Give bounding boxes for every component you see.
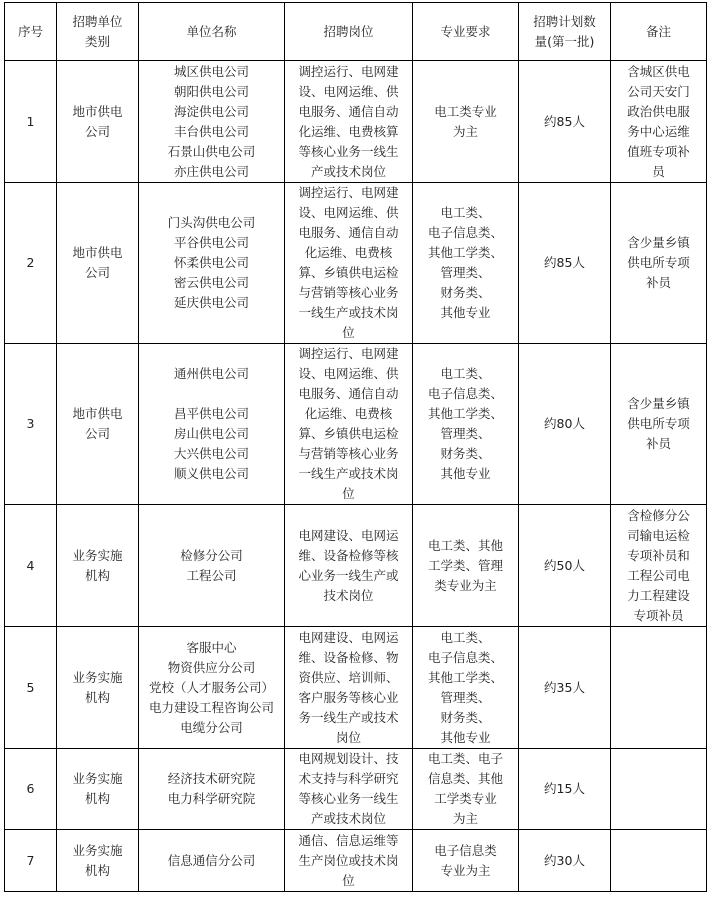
cell-unit-type (57, 627, 139, 749)
units-line: 经济技术研究院 (167, 771, 256, 786)
post-line: 技术岗位 (323, 587, 374, 603)
units-line: 大兴供电公司 (173, 446, 249, 461)
post-line: 术支持与科学研究 (298, 771, 399, 786)
table-row (5, 627, 707, 749)
major-line: 电工类、其他 (427, 537, 503, 553)
post-line: 设、电网运维、供 (298, 83, 399, 99)
units-line: 房山供电公司 (173, 426, 249, 441)
type-line: 机构 (84, 791, 110, 806)
cell-major (413, 749, 519, 830)
post-line: 设、电网运维、供 (298, 366, 399, 381)
cell-unit-type (57, 344, 139, 505)
cell-major (413, 830, 519, 892)
cell-note (611, 505, 707, 627)
post-line: 电服务、通信自动 (298, 386, 399, 401)
units-line: 党校（人才服务公司） (148, 679, 274, 695)
post-line: 电网规划设计、技 (298, 751, 399, 766)
cell-note (611, 627, 707, 749)
cell-post (285, 749, 413, 830)
post-line: 化运维、电费核算 (298, 123, 399, 139)
note-line: 员 (652, 163, 665, 179)
table-row (5, 61, 707, 183)
post-line: 务一线生产或技术 (298, 709, 399, 725)
post-line: 化运维、电费核 (304, 245, 393, 260)
type-line: 地市供电 (72, 406, 123, 421)
units-line: 客服中心 (186, 639, 237, 655)
post-line: 资供应、培训师、 (298, 669, 399, 685)
major-line: 其他工学类、 (427, 245, 503, 260)
type-line: 公司 (84, 426, 110, 441)
cell-plan: 约80人 (519, 344, 611, 505)
note-line: 公司天安门 (627, 83, 690, 99)
note-line: 政治供电服 (627, 103, 690, 119)
note-line: 含少量乡镇 (627, 396, 690, 411)
major-line: 电工类、 (440, 205, 491, 220)
note-line: 含少量乡镇 (627, 235, 690, 250)
major-line: 信息类、其他 (427, 771, 503, 786)
cell-plan: 约85人 (519, 61, 611, 183)
post-line: 生产岗位或技术岗 (298, 852, 399, 868)
note-line: 力工程建设 (627, 587, 690, 603)
major-line: 工学类专业 (434, 791, 497, 806)
type-line: 业务实施 (72, 842, 123, 858)
cell-unit-name (139, 627, 285, 749)
units-line: 电缆分公司 (180, 719, 243, 735)
post-line: 产或技术岗位 (310, 811, 386, 826)
cell-post (285, 830, 413, 892)
units-line: 检修分公司 (180, 547, 243, 563)
major-line: 类专业为主 (434, 577, 497, 593)
type-line: 机构 (84, 567, 110, 583)
major-line: 管理类、 (440, 689, 491, 705)
post-line: 位 (342, 486, 355, 501)
units-line: 延庆供电公司 (173, 295, 249, 310)
cell-plan: 约30人 (519, 830, 611, 892)
cell-unit-type (57, 749, 139, 830)
major-line: 财务类、 (440, 446, 491, 461)
note-line: 含检修分公 (627, 507, 690, 523)
note-line: 供电所专项 (627, 255, 690, 270)
type-line: 机构 (84, 689, 110, 705)
major-line: 电工类、 (440, 629, 491, 645)
cell-post (285, 505, 413, 627)
cell-unit-name (139, 61, 285, 183)
cell-post (285, 344, 413, 505)
type-line: 地市供电 (72, 245, 123, 260)
units-line: 工程公司 (186, 567, 237, 583)
post-line: 算、乡镇供电运检 (298, 426, 399, 441)
post-line: 位 (342, 325, 355, 340)
table-row (5, 749, 707, 830)
units-line: 海淀供电公司 (173, 103, 249, 119)
units-line: 物资供应分公司 (167, 659, 256, 675)
header-post: 招聘岗位 (285, 3, 413, 61)
cell-post (285, 183, 413, 344)
post-line: 化运维、电费核 (304, 406, 393, 421)
major-line: 电子信息类、 (427, 649, 503, 665)
cell-plan: 约35人 (519, 627, 611, 749)
cell-major (413, 505, 519, 627)
post-line: 心业务一线生产或 (298, 567, 399, 583)
note-line: 补员 (645, 436, 671, 451)
note-line: 补员 (645, 275, 671, 290)
cell-note (611, 749, 707, 830)
note-line: 专项补员和 (627, 547, 690, 563)
units-line: 怀柔供电公司 (173, 255, 249, 270)
cell-major (413, 627, 519, 749)
units-line (143, 384, 280, 404)
major-line: 电子信息类、 (427, 386, 503, 401)
major-line: 其他工学类、 (427, 406, 503, 421)
post-line: 电网建设、电网运 (298, 527, 399, 543)
type-line: 地市供电 (72, 103, 123, 119)
cell-seq: 2 (5, 183, 57, 344)
post-line: 调控运行、电网建 (298, 185, 399, 200)
cell-note (611, 830, 707, 892)
table-row (5, 344, 707, 505)
major-line: 电工类专业 (434, 103, 497, 119)
cell-note (611, 183, 707, 344)
header-unit-type: 招聘单位 类别 (57, 3, 139, 61)
post-line: 调控运行、电网建 (298, 63, 399, 79)
post-line: 设、电网运维、供 (298, 205, 399, 220)
major-line: 为主 (452, 123, 478, 139)
major-line: 其他工学类、 (427, 669, 503, 685)
note-line: 司输电运检 (627, 527, 690, 543)
cell-note (611, 344, 707, 505)
table-row (5, 830, 707, 892)
major-line: 其他专业 (440, 466, 491, 481)
note-line: 供电所专项 (627, 416, 690, 431)
cell-plan: 约85人 (519, 183, 611, 344)
cell-seq: 5 (5, 627, 57, 749)
post-line: 等核心业务一线生 (298, 791, 399, 806)
type-line: 业务实施 (72, 771, 123, 786)
major-line: 财务类、 (440, 709, 491, 725)
cell-seq: 6 (5, 749, 57, 830)
cell-unit-type (57, 183, 139, 344)
major-line: 电子信息类、 (427, 225, 503, 240)
cell-seq: 1 (5, 61, 57, 183)
cell-unit-name (139, 183, 285, 344)
major-line: 工学类、管理 (427, 557, 503, 573)
note-line: 值班专项补 (627, 143, 690, 159)
major-line: 财务类、 (440, 285, 491, 300)
post-line: 等核心业务一线生 (298, 143, 399, 159)
units-line: 通州供电公司 (173, 366, 249, 381)
units-line: 城区供电公司 (173, 63, 249, 79)
header-major: 专业要求 (413, 3, 519, 61)
units-line: 信息通信分公司 (167, 852, 256, 868)
major-line: 其他专业 (440, 729, 491, 745)
header-plan: 招聘计划数 量(第一批) (519, 3, 611, 61)
major-line: 专业为主 (440, 862, 491, 878)
header-note: 备注 (611, 3, 707, 61)
units-line: 电力建设工程咨询公司 (148, 699, 274, 715)
cell-seq: 4 (5, 505, 57, 627)
units-line: 朝阳供电公司 (173, 83, 249, 99)
units-line: 昌平供电公司 (173, 406, 249, 421)
units-line: 电力科学研究院 (167, 791, 256, 806)
post-line: 产或技术岗位 (310, 163, 386, 179)
units-line: 顺义供电公司 (173, 466, 249, 481)
cell-major (413, 61, 519, 183)
cell-post (285, 627, 413, 749)
units-line: 石景山供电公司 (167, 143, 256, 159)
post-line: 客户服务等核心业 (298, 689, 399, 705)
major-line: 电子信息类 (434, 842, 497, 858)
cell-unit-name (139, 749, 285, 830)
post-line: 通信、信息运维等 (298, 832, 399, 848)
major-line: 管理类、 (440, 426, 491, 441)
post-line: 与营销等核心业务 (298, 285, 399, 300)
major-line: 电工类、电子 (427, 751, 503, 766)
major-line: 管理类、 (440, 265, 491, 280)
units-line: 亦庄供电公司 (173, 163, 249, 179)
cell-unit-type (57, 505, 139, 627)
cell-unit-type (57, 830, 139, 892)
cell-seq: 3 (5, 344, 57, 505)
post-line: 电服务、通信自动 (298, 103, 399, 119)
cell-major (413, 183, 519, 344)
units-line: 密云供电公司 (173, 275, 249, 290)
post-line: 维、设备检修、物 (298, 649, 399, 665)
header-seq: 序号 (5, 3, 57, 61)
post-line: 岗位 (335, 729, 361, 745)
note-line: 工程公司电 (627, 567, 690, 583)
cell-unit-type (57, 61, 139, 183)
header-row (5, 3, 707, 61)
cell-note (611, 61, 707, 183)
major-line: 为主 (452, 811, 478, 826)
cell-seq: 7 (5, 830, 57, 892)
post-line: 调控运行、电网建 (298, 346, 399, 361)
post-line: 维、设备检修等核 (298, 547, 399, 563)
note-line: 务中心运维 (627, 123, 690, 139)
post-line: 位 (342, 872, 355, 888)
type-line: 公司 (84, 265, 110, 280)
cell-major (413, 344, 519, 505)
note-line: 含城区供电 (627, 63, 690, 79)
units-line: 平谷供电公司 (173, 235, 249, 250)
cell-unit-name (139, 505, 285, 627)
header-unit-name: 单位名称 (139, 3, 285, 61)
post-line: 一线生产或技术岗 (298, 466, 399, 481)
post-line: 电服务、通信自动 (298, 225, 399, 240)
major-line: 电工类、 (440, 366, 491, 381)
post-line: 一线生产或技术岗 (298, 305, 399, 320)
cell-plan: 约15人 (519, 749, 611, 830)
cell-plan: 约50人 (519, 505, 611, 627)
post-line: 算、乡镇供电运检 (298, 265, 399, 280)
note-line: 专项补员 (633, 607, 684, 623)
post-line: 电网建设、电网运 (298, 629, 399, 645)
table-row (5, 183, 707, 344)
type-line: 公司 (84, 123, 110, 139)
cell-unit-name (139, 344, 285, 505)
units-line: 丰台供电公司 (173, 123, 249, 139)
type-line: 机构 (84, 862, 110, 878)
post-line: 与营销等核心业务 (298, 446, 399, 461)
cell-post (285, 61, 413, 183)
cell-unit-name (139, 830, 285, 892)
recruitment-table (4, 2, 707, 892)
table-row (5, 505, 707, 627)
type-line: 业务实施 (72, 669, 123, 685)
units-line: 门头沟供电公司 (167, 215, 256, 230)
major-line: 其他专业 (440, 305, 491, 320)
type-line: 业务实施 (72, 547, 123, 563)
